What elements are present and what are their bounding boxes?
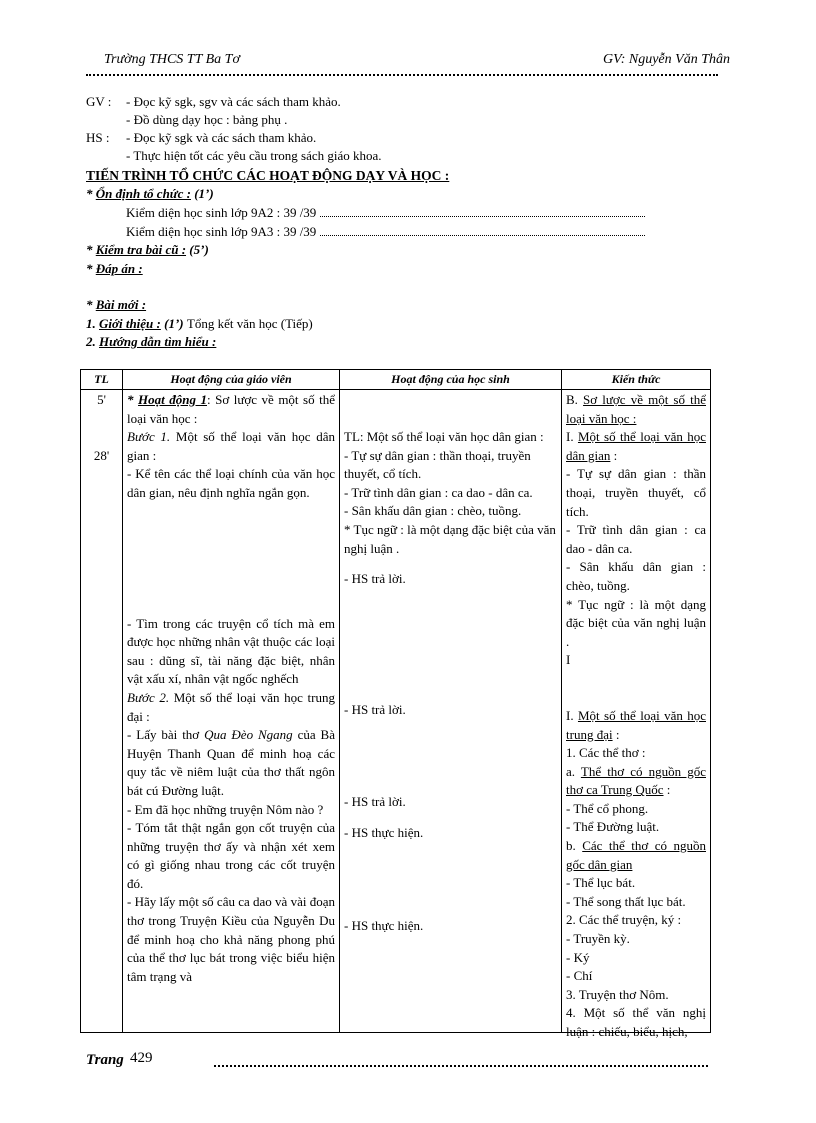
student-answer-10: - HS thực hiện. <box>344 917 424 933</box>
teacher-name: GV: Nguyễn Văn Thân <box>602 52 730 67</box>
knowledge-1: - Tự sự dân gian : thần thoại, truyền thuyết, cổ tích. <box>566 466 706 519</box>
knowledge-6-title: Thể thơ có nguồn gốc thơ ca Trung Quốc <box>566 763 706 798</box>
teacher-task-1: - Kể tên các thể loại chính của văn học dân gian, nêu định nghĩa ngắn gọn. <box>127 466 335 500</box>
process-title: TIẾN TRÌNH TỔ CHỨC CÁC HOẠT ĐỘNG DẠY VÀ HỌC : <box>86 168 450 183</box>
stabilize-label: Ổn định tổ chức : <box>95 186 191 201</box>
step-2-text: Một số thể loại văn học trung đại : <box>127 689 335 724</box>
intro-num: 1. <box>86 316 99 331</box>
header-teacher: Hoạt động của giáo viên <box>123 370 340 390</box>
hs-item-1: - Đọc kỹ sgk và các sách tham khảo. <box>126 130 317 145</box>
gv-item-2: - Đồ dùng dạy học : bảng phụ . <box>126 112 288 127</box>
school-name: Trường THCS TT Ba Tơ <box>104 52 240 67</box>
teacher-cell <box>123 390 340 1033</box>
answer-star: * <box>86 261 96 276</box>
knowledge-10: - Thể lục bát. <box>566 875 636 891</box>
knowledge-ii-suffix: : <box>612 726 620 742</box>
attendance-dots-2 <box>320 225 645 236</box>
poem-title: Qua Đèo Ngang <box>204 727 293 743</box>
step-1-text: Một số thể loại văn học dân gian : <box>127 429 335 463</box>
knowledge-ii-prefix: I. <box>566 707 578 723</box>
page-number: 429 <box>130 1050 153 1066</box>
knowledge-3: - Sân khấu dân gian : chèo, tuồng. <box>566 559 706 593</box>
activity-1-text: : Sơ lược về một số thể loại văn học : <box>127 392 336 426</box>
teacher-task-3a: - Lấy bài thơ <box>127 727 205 743</box>
header-divider <box>86 74 718 76</box>
knowledge-2: - Trữ tình dân gian : ca dao - dân ca. <box>566 522 706 556</box>
knowledge-i-prefix: I. <box>566 429 578 445</box>
activity-1-star: * <box>127 392 139 407</box>
table-row <box>81 390 711 1033</box>
knowledge-6-prefix: a. <box>566 763 581 779</box>
teacher-task-6: - Hãy lấy một số câu ca dao và vài đoạn thơ trong Truyện Kiều của Nguyễn Du để minh hoạ cho khả năng phong phú của thể thơ lục bát trong việc biểu hiện tâm trạng và <box>127 894 335 984</box>
knowledge-11: - Thể song thất lục bát. <box>566 893 686 909</box>
knowledge-6-suffix: : <box>663 782 671 798</box>
knowledge-7: - Thể cổ phong. <box>566 800 649 816</box>
knowledge-14: - Ký <box>566 949 590 965</box>
teacher-task-4: - Em đã học những truyện Nôm nào ? <box>127 801 324 817</box>
activity-1 <box>127 391 335 428</box>
student-answer-9: - HS thực hiện. <box>344 824 424 840</box>
new-lesson-heading <box>86 297 146 313</box>
check-old-time: (5’) <box>186 242 209 257</box>
stabilize-heading <box>86 186 214 202</box>
lesson-table <box>80 369 711 1039</box>
knowledge-9-title: Các thể thơ có nguồn gốc dân gian <box>566 838 706 872</box>
new-lesson-star: * <box>86 297 96 312</box>
table-header-row <box>81 370 711 390</box>
teacher-task-3 <box>127 726 335 800</box>
student-answer-1: TL: Một số thể loại văn học dân gian : <box>344 429 544 444</box>
guide-num: 2. <box>86 334 99 349</box>
check-star: * <box>86 242 96 257</box>
student-answer-2: - Tự sự dân gian : thần thoại, truyền thuyết, cổ tích. <box>344 447 531 482</box>
knowledge-9 <box>566 837 706 874</box>
header-student: Hoạt động của học sinh <box>340 370 562 390</box>
attendance-line-1 <box>126 205 645 221</box>
step-1 <box>127 428 335 465</box>
knowledge-9-prefix: b. <box>566 838 583 854</box>
hs-item-2: - Thực hiện tốt các yêu cầu trong sách giáo khoa. <box>126 148 382 163</box>
header-knowledge: Kiến thức <box>562 370 711 390</box>
check-old-label: Kiểm tra bài cũ : <box>95 242 187 257</box>
knowledge-ii <box>566 707 706 744</box>
intro-text: Tổng kết văn học (Tiếp) <box>186 316 313 331</box>
knowledge-cell <box>562 390 711 1039</box>
new-lesson-label: Bài mới : <box>95 297 147 312</box>
student-answer-8: - HS trả lời. <box>344 794 406 810</box>
student-answer-5: * Tục ngữ : là một dạng đặc biệt của văn nghị luận . <box>344 521 556 556</box>
stabilize-star: * <box>86 186 96 201</box>
teacher-task-3b: của Bà Huyện Thanh Quan để minh hoạ các quy tắc về niêm luật của thơ thất ngôn bát cú Đường luật. <box>127 727 335 798</box>
student-answer-3: - Trữ tình dân gian : ca dao - dân ca. <box>344 484 533 500</box>
gv-item-1: - Đọc kỹ sgk, sgv và các sách tham khảo. <box>126 94 341 109</box>
attendance-2: Kiểm diện học sinh lớp 9A3 : 39 /39 <box>126 224 317 239</box>
knowledge-b-prefix: B. <box>566 392 584 407</box>
knowledge-ii-title: Một số thể loại văn học trung đại <box>566 707 706 742</box>
gv-label: GV : <box>86 94 112 109</box>
knowledge-16: 3. Truyện thơ Nôm. <box>566 986 669 1002</box>
student-answer-7: - HS trả lời. <box>344 701 406 717</box>
student-cell <box>340 390 562 1033</box>
knowledge-i-suffix: : <box>610 447 618 463</box>
answer-label: Đáp án : <box>95 261 143 276</box>
intro-label: Giới thiệu : <box>99 316 161 331</box>
step-2 <box>127 689 335 726</box>
knowledge-4: * Tục ngữ : là một dạng đặc biệt của văn nghị luận . <box>566 596 706 649</box>
guide-label: Hướng dẫn tìm hiểu : <box>99 334 217 349</box>
knowledge-17: 4. Một số thể văn nghị luận : chiếu, biểu, hịch, <box>566 1005 706 1039</box>
attendance-1: Kiểm diện học sinh lớp 9A2 : 39 /39 <box>126 205 317 220</box>
stabilize-time: (1’) <box>190 186 214 201</box>
knowledge-15: - Chí <box>566 968 593 984</box>
attendance-line-2 <box>126 224 645 240</box>
step-2-label: Bước 2. <box>127 689 170 705</box>
knowledge-b <box>566 391 706 428</box>
knowledge-8: - Thể Đường luật. <box>566 819 660 835</box>
attendance-dots-1 <box>320 206 645 217</box>
answer-heading <box>86 261 143 277</box>
knowledge-13: - Truyền kỳ. <box>566 931 630 947</box>
knowledge-5: 1. Các thể thơ : <box>566 745 646 761</box>
check-old-heading <box>86 242 209 258</box>
footer-divider <box>214 1065 708 1067</box>
knowledge-roman: I <box>566 652 571 668</box>
guide-heading <box>86 334 216 350</box>
header-tl: TL <box>81 370 123 390</box>
step-1-label: Bước 1. <box>127 429 171 445</box>
tl-cell <box>81 390 123 1033</box>
hs-label: HS : <box>86 130 110 145</box>
knowledge-i-title: Một số thể loại văn học dân gian <box>566 429 706 463</box>
knowledge-12: 2. Các thể truyện, ký : <box>566 912 682 928</box>
activity-1-title: Hoạt động 1 <box>138 392 207 407</box>
student-answer-4: - Sân khấu dân gian : chèo, tuồng. <box>344 503 522 519</box>
knowledge-b-title: Sơ lược về một số thể loại văn học : <box>566 392 707 426</box>
page-label: Trang <box>86 1052 124 1068</box>
knowledge-i <box>566 428 706 465</box>
intro-time: (1’) <box>160 316 187 331</box>
knowledge-6 <box>566 763 706 800</box>
teacher-task-5: - Tóm tắt thật ngắn gọn cốt truyện của những truyện thơ ấy và nhận xét xem có gì giống nhau trong các cốt truyện đó. <box>127 820 335 891</box>
teacher-task-2: - Tìm trong các truyện cổ tích mà em được học những nhân vật thuộc các loại sau : dũng sĩ, tài năng đặc biệt, nhân vật xấu xí, nhân vật ngốc nghếch <box>127 615 335 687</box>
intro-heading <box>86 316 313 332</box>
tl-value-2: 28' <box>93 447 110 463</box>
tl-value-1: 5' <box>97 392 106 407</box>
student-answer-6: - HS trả lời. <box>344 571 406 587</box>
